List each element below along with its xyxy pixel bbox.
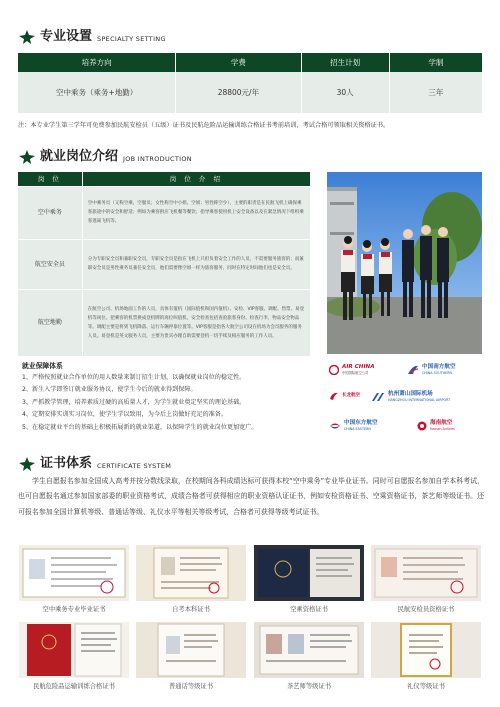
cert-image xyxy=(371,622,481,678)
air-china-logo: AIR CHINA 中国国际航空公司 xyxy=(329,364,375,376)
cert-card xyxy=(19,545,129,613)
crew-photo xyxy=(327,172,482,354)
cert-image xyxy=(19,545,129,601)
cert-card xyxy=(371,622,481,690)
section-subtitle: CERTIFICATE SYSTEM xyxy=(97,462,172,470)
cert-caption: 茶艺师等级证书 xyxy=(286,683,332,690)
cert-caption: 民航危险品运输训练合格证书 xyxy=(33,683,115,690)
guarantee-list xyxy=(22,372,322,434)
specialty-note: 注：本专业学生第三学年可免费参加民航安检员（五级）证书及民航危险品运输训练合格证书考前培训，考试合格可领取相关资格证书。 xyxy=(18,122,390,129)
list-item: 1、严格按照就业合作单位的用人数量来制订招生计划，以确保就业岗位的稳定性。 xyxy=(22,374,246,381)
guarantee-title: 就业保障体系 xyxy=(22,362,63,370)
section-jobs-header xyxy=(18,145,192,165)
cert-card xyxy=(136,545,246,613)
section-certs-header xyxy=(18,452,171,472)
job-description: 分为专职安全员和兼职安全员，专职安全员是指在飞机上只担负着安全工作的人员，不需要服务旅客的；而兼职安全员是男性乘务员兼任安全员，他们需要像空姐一样为旅客服务，同时在特定时间他们也是安全员。 xyxy=(82,239,310,289)
table-cell: 空中乘务（乘务+地勤） xyxy=(18,72,176,113)
table-header: 岗 位 介 绍 xyxy=(82,172,310,186)
cert-card xyxy=(19,622,129,690)
list-item: 5、在稳定就业平台的基础上积极拓展新的就业渠道，以保障学生的就业岗位更加宽广。 xyxy=(22,423,258,431)
table-row xyxy=(18,239,310,289)
table-cell: 28800元/年 xyxy=(176,72,301,113)
section-title: 专业设置 xyxy=(40,29,93,44)
plane-icon xyxy=(18,29,36,45)
table-header: 招生计划 xyxy=(301,53,389,72)
cert-caption: 空中乘务专业毕业证书 xyxy=(42,606,106,613)
list-item: 4、定期安排实训实习岗位，使学生学以致用，为今后上岗做好充足的准备。 xyxy=(22,411,227,419)
section-specialty-header xyxy=(18,25,166,45)
loong-air-logo: 长龙航空 xyxy=(329,391,360,401)
plane-icon xyxy=(18,456,36,472)
table-header: 学制 xyxy=(389,53,482,72)
table-header: 岗 位 xyxy=(18,172,82,186)
cert-caption: 自考本科证书 xyxy=(172,606,210,613)
cert-image xyxy=(136,545,246,601)
china-eastern-logo: 中国东方航空 CHINA EASTERN xyxy=(329,420,378,432)
job-position: 航空安全员 xyxy=(18,239,82,289)
cert-caption: 普通话等级证书 xyxy=(168,683,214,690)
cert-image xyxy=(19,622,129,678)
china-southern-logo: 中国南方航空 CHINA SOUTHERN xyxy=(407,364,456,376)
cert-image xyxy=(371,545,481,601)
cert-caption: 民航安检员资格证书 xyxy=(397,606,455,613)
cert-image xyxy=(254,545,364,601)
list-item: 2、新生入学即签订就业服务协议，使学生今后的就业得到保障。 xyxy=(22,386,197,394)
job-description: 空中乘务员（又称空乘、空服员；女性称空中小姐、空姐；男性称空少），主要的职责是在民航飞机上确保乘客旅途中的安全和舒适；例如为乘客供应飞机餐等餐饮；指导乘客使用机上安全设备以及在紧急情况下组织乘客逃离飞机等。 xyxy=(82,186,310,239)
jobs-table xyxy=(18,172,310,356)
specialty-table xyxy=(18,53,482,113)
cert-caption: 空乘资格证书 xyxy=(290,606,328,613)
section-subtitle: SPECIALTY SETTING xyxy=(97,35,166,43)
partner-logos xyxy=(327,360,482,442)
table-header: 学费 xyxy=(176,53,301,72)
table-cell: 三年 xyxy=(389,72,482,113)
table-row xyxy=(18,186,310,239)
list-item: 3、严抓教学管理，培养素质过硬的高质量人才，为学生就业奠定坚实的理论基础。 xyxy=(22,398,246,406)
cert-card xyxy=(254,545,364,613)
table-cell: 30人 xyxy=(301,72,389,113)
plane-icon xyxy=(18,149,36,165)
cert-image xyxy=(254,622,364,678)
section-title: 证书体系 xyxy=(40,456,93,471)
hainan-airlines-logo: 海南航空 Hainan Airlines xyxy=(417,420,455,432)
table-row xyxy=(18,72,482,113)
job-position: 航空地勤 xyxy=(18,289,82,356)
cert-caption: 礼仪等级证书 xyxy=(407,683,445,690)
table-row xyxy=(18,289,310,356)
cert-card xyxy=(254,622,364,690)
cert-image xyxy=(136,622,246,678)
cert-card xyxy=(136,622,246,690)
cert-card xyxy=(371,545,481,613)
certs-paragraph: 学生自愿报名参加全国成人高考并按分数线录取，在校期间各科成绩达标可获得本校“空中乘务”专业毕业证书。同时可自愿报名参加自学本科考试，也可自愿报名通过参加国家部委的职业资格考试，成绩合格者可获得相应的职业资格认证证书，例如安检资格证书、空乘资格证书，茶艺师等级证书。还可报名参加全国计算机等级、普通话等级、礼仪水平等相关等级考试，合格者可获得等级考试证书。 xyxy=(18,477,484,516)
table-header: 培养方向 xyxy=(18,53,176,72)
hangzhou-airport-logo: 杭州萧山国际机场 HANGZHOU INTERNATIONAL AIRPORT xyxy=(371,391,450,403)
job-description: 在航空公司、机场地面工作的人员，具体有值机（国际值机和国内值机）、安检、VIP客服、调配、售票、易登机等岗位。把乘客的机票换成登机牌的岗位叫值机，安全检查包括查验旅客身份、检查行李，物品安全物品等。调配主要是将到飞机降落、运行车辆停靠位置等。VIP客服是指各大航空公司设在机场为会员服务的服务人员。易登机是英文服务人员，主要为贵宾办理自助需要登机一切手续及相应服务的工作人员。 xyxy=(82,289,310,356)
section-subtitle: JOB INTRODUCTION xyxy=(123,155,192,163)
section-title: 就业岗位介绍 xyxy=(40,149,119,164)
job-position: 空中乘务 xyxy=(18,186,82,239)
